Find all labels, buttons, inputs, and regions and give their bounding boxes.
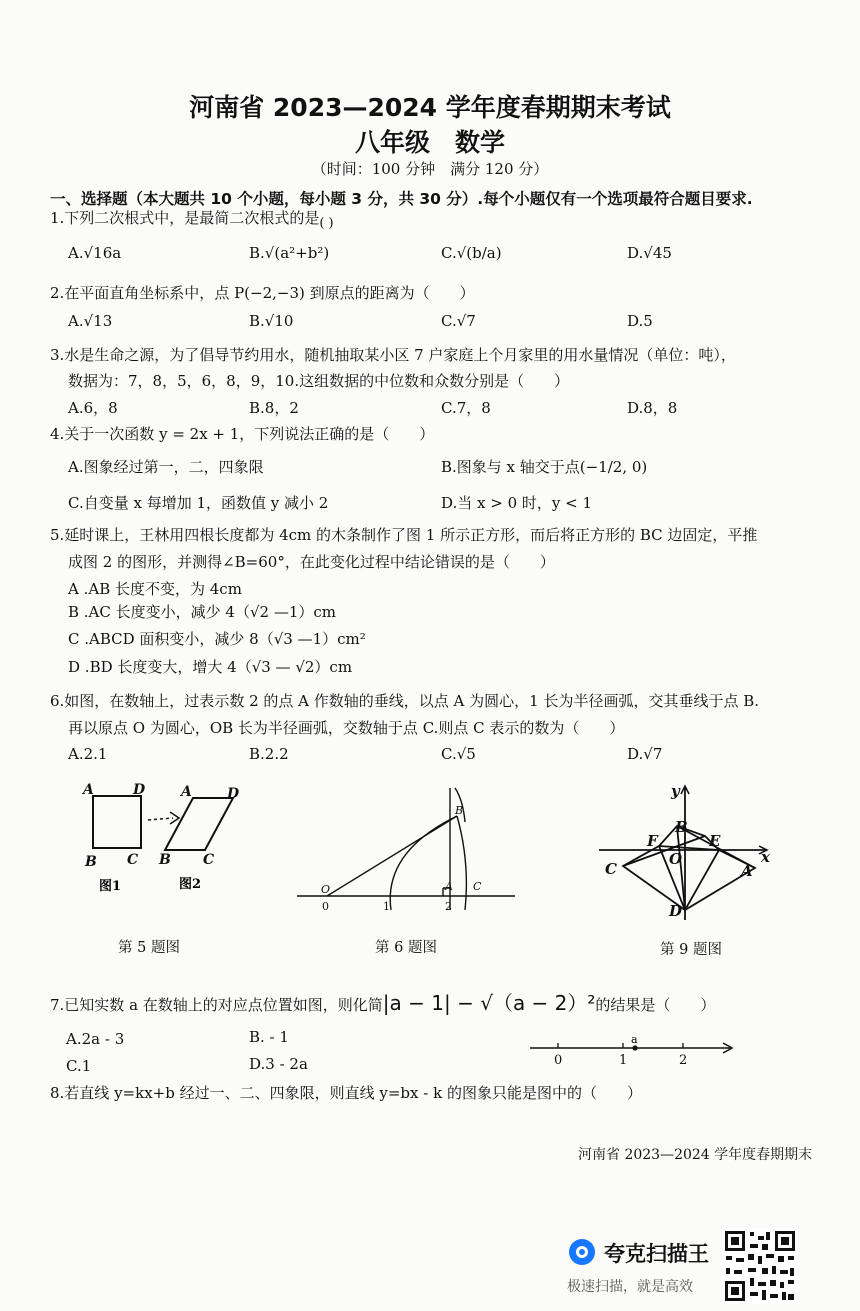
- svg-text:B: B: [159, 852, 171, 868]
- q2-stem: 2.在平面直角坐标系中，点 P(−2,−3) 到原点的距离为（ ）: [50, 284, 475, 302]
- figure-2-label: 图2: [179, 877, 202, 892]
- svg-text:B: B: [455, 804, 464, 817]
- svg-text:2: 2: [445, 900, 452, 913]
- svg-text:C: C: [203, 852, 215, 868]
- figure-6-caption: 第 6 题图: [375, 940, 437, 956]
- q5-option-b: B .AC 长度变小，减少 4（√2 —1）cm: [68, 603, 336, 621]
- q6-option-c: C.√5: [441, 745, 476, 763]
- q5-option-a: A .AB 长度不变，为 4cm: [68, 580, 242, 598]
- q5-stem-line1: 5.延时课上，王林用四根长度都为 4cm 的木条制作了图 1 所示正方形，而后将正方形的 BC 边固定，平推: [50, 526, 758, 544]
- q4-option-c: C.自变量 x 每增加 1，函数值 y 减小 2: [68, 494, 329, 512]
- svg-text:D: D: [227, 786, 240, 802]
- q2-option-b: B.√10: [249, 312, 294, 330]
- q5-option-d: D .BD 长度变大，增大 4（√3 — √2）cm: [68, 658, 353, 676]
- svg-text:D: D: [669, 902, 683, 920]
- q2-option-d: D.5: [627, 312, 653, 330]
- svg-text:a: a: [631, 1033, 638, 1046]
- exam-title: 河南省 2023—2024 学年度春期期末考试: [189, 93, 671, 122]
- q2-option-a: A.√13: [68, 312, 113, 330]
- svg-text:D: D: [133, 782, 146, 798]
- svg-text:C: C: [473, 880, 482, 893]
- q1-option-c: C.√(b/a): [441, 244, 502, 262]
- svg-text:C: C: [605, 860, 617, 878]
- q2-option-c: C.√7: [441, 312, 476, 330]
- page-footer: 河南省 2023—2024 学年度春期期末: [578, 1147, 813, 1163]
- q7-stem: 7.已知实数 a 在数轴上的对应点位置如图，则化简|a − 1| − √（a − 2）²的结果是（ ）: [50, 991, 716, 1015]
- q4-option-d: D.当 x > 0 时，y < 1: [441, 494, 593, 512]
- svg-text:A: A: [83, 782, 94, 798]
- svg-text:0: 0: [554, 1053, 563, 1068]
- q3-stem-line2: 数据为：7，8，5，6，8，9，10.这组数据的中位数和众数分别是（ ）: [68, 372, 570, 390]
- q6-stem-line2: 再以原点 O 为圆心，OB 长为半径画弧，交数轴于点 C.则点 C 表示的数为（ ）: [68, 719, 625, 737]
- q6-option-b: B.2.2: [249, 745, 289, 763]
- figure-5-caption: 第 5 题图: [118, 940, 180, 956]
- figure-5: [75, 778, 275, 898]
- q7-option-d: D.3 - 2a: [249, 1055, 308, 1073]
- q1-option-d: D.√45: [627, 244, 672, 262]
- q1-stem: 1.下列二次根式中，是最简二次根式的是( ): [50, 209, 334, 231]
- q7-expression: |a − 1| − √（a − 2）²: [382, 991, 596, 1015]
- q4-option-b: B.图象与 x 轴交于点(−1/2, 0): [441, 458, 648, 476]
- svg-text:A: A: [741, 862, 753, 880]
- svg-text:F: F: [647, 832, 658, 850]
- watermark-tagline: 极速扫描，就是高效: [567, 1279, 693, 1295]
- q3-option-d: D.8，8: [627, 399, 678, 417]
- svg-text:2: 2: [679, 1053, 688, 1068]
- svg-text:1: 1: [383, 900, 390, 913]
- quark-logo-icon: [567, 1237, 597, 1267]
- q7-option-a: A.2a - 3: [66, 1030, 125, 1048]
- exam-info: （时间：100 分钟 满分 120 分）: [311, 160, 549, 178]
- q5-stem-line2: 成图 2 的图形，并测得∠B=60°，在此变化过程中结论错误的是（ ）: [68, 553, 555, 571]
- section-heading: 一、选择题（本大题共 10 个小题，每小题 3 分，共 30 分）.每个小题仅有一个选项最符合题目要求.: [50, 190, 753, 208]
- q8-stem: 8.若直线 y=kx+b 经过一、二、四象限，则直线 y=bx - k 的图象只能是图中的（ ）: [50, 1084, 642, 1102]
- q4-option-a: A.图象经过第一，二，四象限: [68, 458, 264, 476]
- svg-text:E: E: [709, 832, 721, 850]
- figure-1-label: 图1: [99, 879, 122, 894]
- svg-text:O: O: [669, 850, 683, 868]
- svg-text:O: O: [321, 883, 331, 896]
- q7-option-b: B. - 1: [249, 1028, 289, 1046]
- q3-option-c: C.7，8: [441, 399, 491, 417]
- svg-text:C: C: [127, 852, 139, 868]
- q3-stem-line1: 3.水是生命之源，为了倡导节约用水，随机抽取某小区 7 户家庭上个月家里的用水量情况（单位：吨），: [50, 346, 736, 364]
- q3-option-a: A.6，8: [68, 399, 118, 417]
- svg-text:A: A: [445, 880, 453, 893]
- figure-9-caption: 第 9 题图: [660, 942, 722, 958]
- q7-number-line: [525, 1032, 740, 1068]
- svg-text:A: A: [181, 784, 192, 800]
- svg-text:1: 1: [619, 1053, 628, 1068]
- svg-text:B: B: [675, 818, 688, 836]
- figure-6: [295, 782, 520, 922]
- q7-option-c: C.1: [66, 1057, 92, 1075]
- watermark-brand: 夸克扫描王: [604, 1242, 709, 1266]
- q5-option-c: C .ABCD 面积变小，减少 8（√3 —1）cm²: [68, 630, 366, 648]
- figure-9: [595, 782, 785, 922]
- q6-option-d: D.√7: [627, 745, 663, 763]
- q1-option-a: A.√16a: [68, 244, 122, 262]
- q4-stem: 4.关于一次函数 y = 2x + 1，下列说法正确的是（ ）: [50, 425, 435, 443]
- svg-text:x: x: [761, 848, 770, 866]
- qr-code-icon: [722, 1228, 798, 1304]
- svg-text:y: y: [671, 782, 680, 800]
- q3-option-b: B.8，2: [249, 399, 299, 417]
- svg-text:0: 0: [322, 900, 329, 913]
- q6-option-a: A.2.1: [68, 745, 108, 763]
- q1-option-b: B.√(a²+b²): [249, 244, 330, 262]
- q6-stem-line1: 6.如图，在数轴上，过表示数 2 的点 A 作数轴的垂线，以点 A 为圆心，1 长为半径画弧，交其垂线于点 B.: [50, 692, 760, 710]
- svg-text:B: B: [85, 854, 97, 870]
- exam-subtitle: 八年级 数学: [354, 128, 505, 157]
